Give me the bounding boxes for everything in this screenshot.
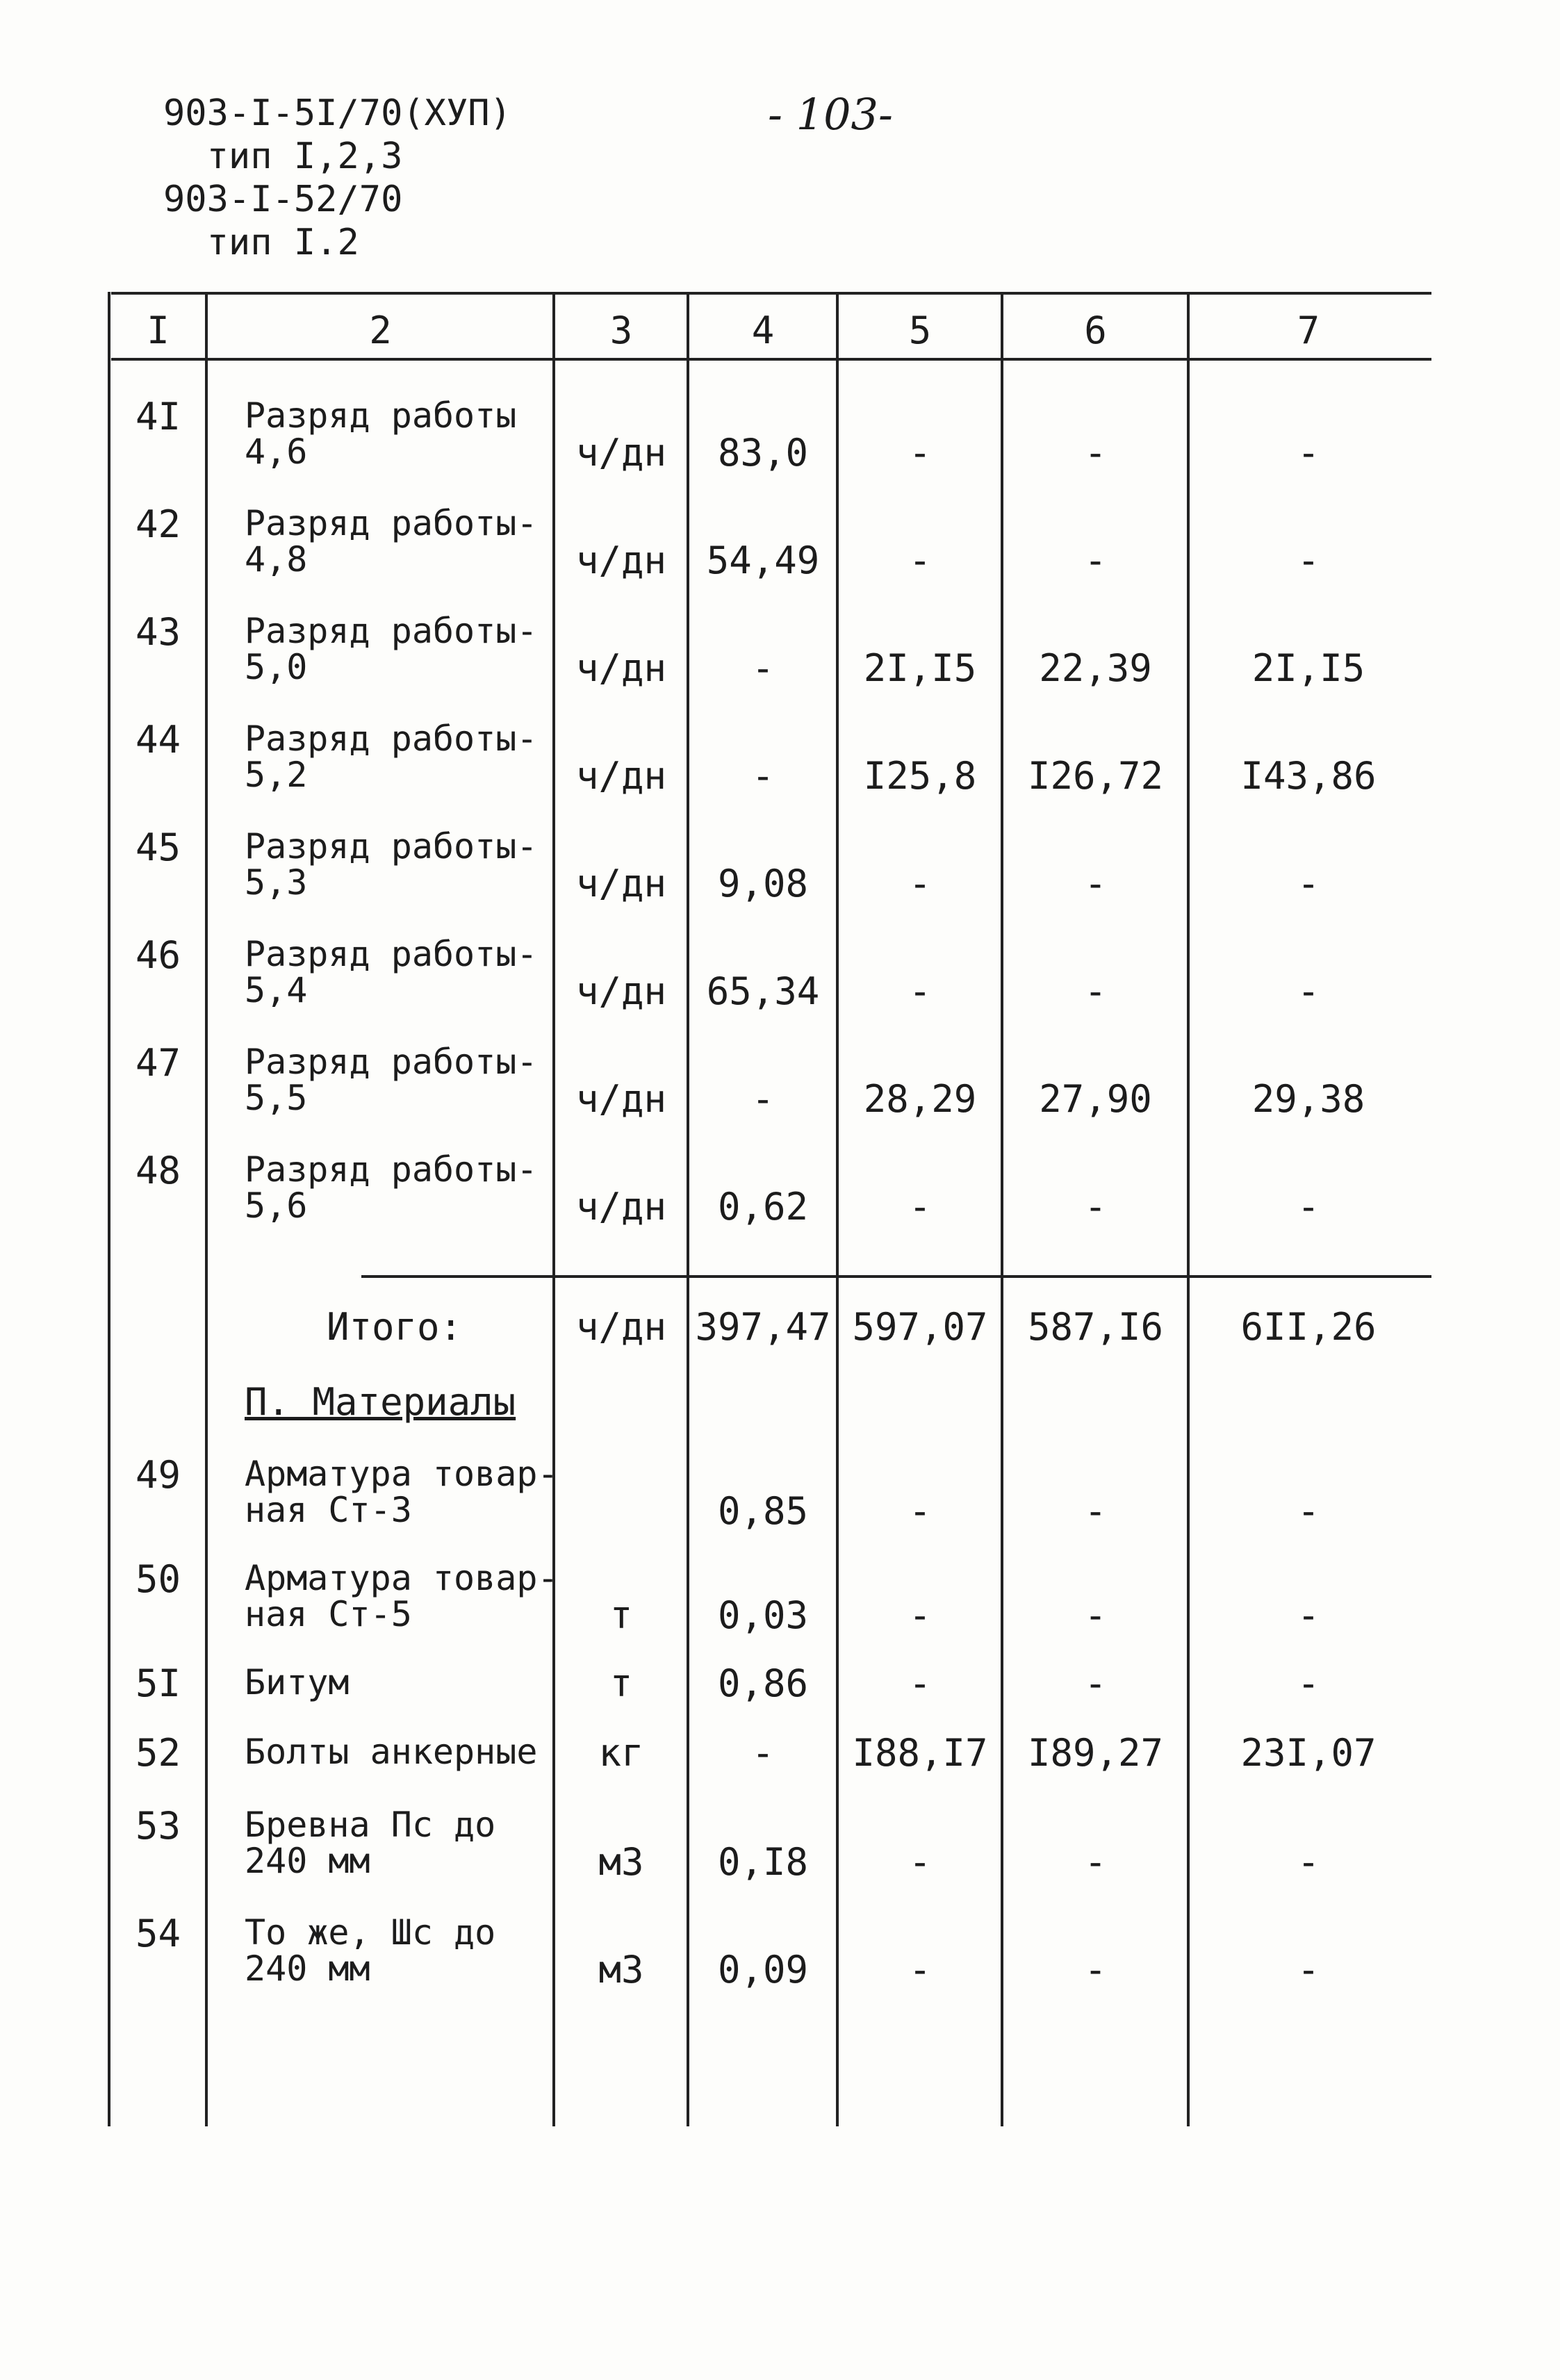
row-name-line: Разряд работы- [245,503,538,543]
row-value-c4: 65,34 [706,969,820,1013]
row-name-line: Разряд работы- [245,719,538,759]
row-value-unit: кг [598,1731,644,1775]
row-value-c7: - [1297,431,1320,475]
row-value-c4: 54,49 [706,539,820,582]
row-value-c6: - [1084,1661,1107,1705]
row-value-unit: ч/дн [575,754,667,798]
row-value-c5: - [908,1185,932,1229]
table-header-rule [111,358,1431,361]
column-divider [1187,292,1190,2126]
column-divider [836,292,839,2126]
row-name-line: Арматура товар- [245,1454,559,1494]
row-value-c6: - [1084,969,1107,1013]
row-value-c6: 22,39 [1039,646,1152,690]
document-code-line: тип I,2,3 [163,136,403,177]
row-value-c7: - [1297,1840,1320,1884]
row-value-c7: 23I,07 [1240,1731,1377,1775]
row-number: 44 [135,718,181,762]
row-value-c5: - [908,1593,932,1637]
row-name-line: Битум [245,1662,350,1702]
row-value-unit: т [609,1661,633,1705]
row-value-c5: - [908,539,932,582]
row-name-line: 5,2 [245,755,308,795]
row-value-c7: - [1297,539,1320,582]
document-code-line: 903-I-5I/70(ХУП) [163,92,511,134]
column-header: 6 [1084,309,1107,352]
row-value-unit: м3 [598,1840,644,1884]
row-value-c5: - [908,1840,932,1884]
total-value-c4: 397,47 [695,1305,831,1349]
row-value-c4: 0,62 [717,1185,809,1229]
row-value-c4: - [751,754,775,798]
row-name-line: 5,4 [245,970,308,1010]
row-value-c5: 28,29 [863,1077,977,1121]
column-header: 3 [609,309,633,352]
row-value-c4: 0,86 [717,1661,809,1705]
document-code-line: 903-I-52/70 [163,179,403,220]
row-number: 48 [135,1149,181,1192]
total-value-c6: 587,I6 [1027,1305,1164,1349]
column-divider [552,292,555,2126]
row-value-c7: - [1297,1593,1320,1637]
column-header: 2 [369,309,392,352]
row-name-line: 5,0 [245,647,308,687]
row-value-c5: - [908,1661,932,1705]
row-name-line: То же, Шс до [245,1912,496,1953]
row-value-unit: ч/дн [575,646,667,690]
row-value-c4: 83,0 [717,431,809,475]
row-number: 54 [135,1912,181,1955]
row-number: 45 [135,826,181,869]
row-value-c5: 2I,I5 [863,646,977,690]
row-value-c7: I43,86 [1240,754,1377,798]
column-divider [1001,292,1003,2126]
row-number: 47 [135,1041,181,1085]
row-number: 50 [135,1557,181,1601]
row-value-c7: - [1297,969,1320,1013]
row-value-c4: 9,08 [717,862,809,905]
row-value-c7: - [1297,862,1320,905]
total-value-unit: ч/дн [575,1305,667,1349]
row-name-line: Арматура товар- [245,1558,559,1598]
row-value-c5: I25,8 [863,754,977,798]
row-value-c5: - [908,862,932,905]
column-header: 5 [908,309,932,352]
row-value-c4: 0,I8 [717,1840,809,1884]
row-value-unit: ч/дн [575,1077,667,1121]
column-divider [687,292,689,2126]
row-value-c7: - [1297,1948,1320,1992]
document-code-block [163,92,511,264]
row-name-line: Разряд работы [245,395,517,436]
row-name-line: 4,6 [245,432,308,472]
document-code-line: тип I.2 [163,222,359,263]
row-value-unit: ч/дн [575,969,667,1013]
total-label: Итого: [327,1305,463,1349]
row-name-line: Разряд работы- [245,826,538,867]
row-value-c6: - [1084,431,1107,475]
row-name-line: Болты анкерные [245,1732,538,1772]
table-border-left [108,292,110,2126]
row-value-c6: - [1084,1948,1107,1992]
row-value-c6: 27,90 [1039,1077,1152,1121]
row-value-c5: - [908,1489,932,1533]
row-name-line: Бревна Пс до [245,1805,496,1845]
row-number: 52 [135,1731,181,1775]
column-header: 4 [751,309,775,352]
row-value-c5: - [908,431,932,475]
row-value-c7: 29,38 [1251,1077,1365,1121]
row-value-c4: 0,09 [717,1948,809,1992]
row-value-c5: - [908,969,932,1013]
row-name-line: 5,5 [245,1078,308,1118]
total-value-c7: 6II,26 [1240,1305,1377,1349]
row-number: 49 [135,1453,181,1497]
row-value-c7: - [1297,1185,1320,1229]
row-value-unit: ч/дн [575,862,667,905]
total-value-c5: 597,07 [852,1305,988,1349]
row-name-line: 240 мм [245,1948,370,1989]
column-header: I [147,309,170,352]
table-top-rule [111,292,1431,295]
row-name-line: Разряд работы- [245,934,538,974]
row-value-unit: ч/дн [575,431,667,475]
row-value-unit: ч/дн [575,1185,667,1229]
row-name-line: 4,8 [245,539,308,580]
row-value-c4: - [751,1731,775,1775]
row-value-c6: - [1084,1840,1107,1884]
row-number: 46 [135,933,181,977]
row-number: 43 [135,610,181,654]
row-number: 5I [135,1661,181,1705]
row-value-c6: - [1084,1185,1107,1229]
row-value-c6: I89,27 [1027,1731,1164,1775]
row-value-c6: - [1084,1593,1107,1637]
row-value-c4: 0,85 [717,1489,809,1533]
row-value-c7: - [1297,1489,1320,1533]
row-name-line: 5,6 [245,1185,308,1226]
total-rule [361,1275,1431,1278]
section-title: П. Материалы [245,1380,516,1424]
row-value-c6: - [1084,862,1107,905]
row-value-c5: I88,I7 [852,1731,988,1775]
row-value-unit: ч/дн [575,539,667,582]
row-name-line: Разряд работы- [245,1042,538,1082]
row-value-unit: т [609,1593,633,1637]
row-name-line: ная Ст-5 [245,1594,412,1634]
row-name-line: 240 мм [245,1841,370,1881]
row-number: 53 [135,1804,181,1848]
row-value-c4: - [751,1077,775,1121]
row-value-c4: - [751,646,775,690]
row-value-unit: м3 [598,1948,644,1992]
row-value-c4: 0,03 [717,1593,809,1637]
row-value-c6: - [1084,539,1107,582]
row-value-c6: I26,72 [1027,754,1164,798]
row-name-line: Разряд работы- [245,611,538,651]
row-number: 42 [135,502,181,546]
row-name-line: 5,3 [245,862,308,903]
row-name-line: Разряд работы- [245,1149,538,1190]
row-value-c7: - [1297,1661,1320,1705]
column-divider [205,292,208,2126]
row-value-c6: - [1084,1489,1107,1533]
row-name-line: ная Ст-3 [245,1490,412,1530]
row-number: 4I [135,395,181,438]
row-value-c7: 2I,I5 [1251,646,1365,690]
column-header: 7 [1297,309,1320,352]
row-value-c5: - [908,1948,932,1992]
page-number: - 103- [768,89,893,140]
